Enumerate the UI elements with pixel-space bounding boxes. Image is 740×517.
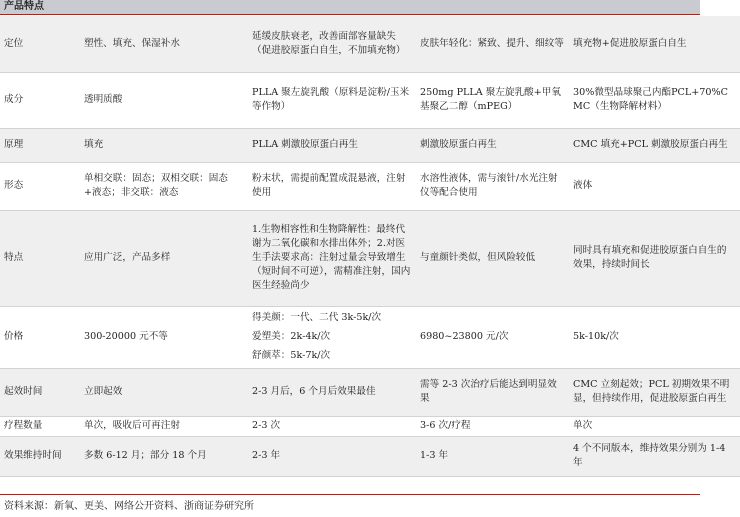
table-cell [248, 306, 416, 368]
table-cell: 同时具有填充和促进胶原蛋白自生的效果，持续时间长 [569, 210, 740, 306]
table-row [0, 210, 740, 306]
table-cell: 4 个不同版本，维持效果分别为 1-4 年 [569, 436, 740, 476]
row-label: 原理 [0, 128, 80, 162]
row-label: 起效时间 [0, 368, 80, 416]
table-row [0, 72, 740, 128]
table-cell: 需等 2-3 次治疗后能达到明显效果 [416, 368, 569, 416]
row-label: 疗程数量 [0, 416, 80, 436]
table-cell: 皮肤年轻化：紧致、提升、细纹等 [416, 16, 569, 72]
table-cell: 2-3 月后，6 个月后效果最佳 [248, 368, 416, 416]
table-cell: 3-6 次/疗程 [416, 416, 569, 436]
table-cell: 立即起效 [80, 368, 248, 416]
table-cell: 5k-10k/次 [569, 306, 740, 368]
bottom-divider [0, 494, 700, 495]
comparison-table [0, 16, 740, 477]
row-label: 定位 [0, 16, 80, 72]
table-cell: 2-3 次 [248, 416, 416, 436]
row-label: 成分 [0, 72, 80, 128]
table-row [0, 306, 740, 368]
table-cell: 多数 6-12 月；部分 18 个月 [80, 436, 248, 476]
table-cell: 30%微型晶球聚己内酯PCL+70%CMC（生物降解材料） [569, 72, 740, 128]
table-cell: 与童颜针类似，但风险较低 [416, 210, 569, 306]
table-cell: 应用广泛，产品多样 [80, 210, 248, 306]
source-note: 资料来源：新氧、更美、网络公开资料、浙商证券研究所 [4, 501, 254, 512]
table-cell: CMC 填充+PCL 刺激胶原蛋白再生 [569, 128, 740, 162]
row-label: 特点 [0, 210, 80, 306]
table-cell: 2-3 年 [248, 436, 416, 476]
table-cell: 1-3 年 [416, 436, 569, 476]
section-title: 产品特点 [4, 1, 44, 12]
table-cell: 单相交联：固态；双相交联：固态+液态；非交联：液态 [80, 162, 248, 210]
table-cell: 300-20000 元不等 [80, 306, 248, 368]
row-label: 价格 [0, 306, 80, 368]
table-row [0, 416, 740, 436]
table-cell: 水溶性液体，需与滚针/水光注射仪等配合使用 [416, 162, 569, 210]
table-row [0, 16, 740, 72]
table-row [0, 162, 740, 210]
row-label: 形态 [0, 162, 80, 210]
table-cell: 粉末状，需提前配置成混悬液，注射使用 [248, 162, 416, 210]
table-cell: 1.生物相容性和生物降解性：最终代谢为二氧化碳和水排出体外；2.对医生手法要求高：注射过量会导致增生（短时间不可逆），需精准注射，国内医生经验尚少 [248, 210, 416, 306]
table-row [0, 436, 740, 476]
table-cell: 单次 [569, 416, 740, 436]
table-cell: 250mg PLLA 聚左旋乳酸+甲氧基聚乙二醇（mPEG） [416, 72, 569, 128]
price-line: 得美颜：一代、二代 3k-5k/次 [252, 312, 382, 323]
price-line: 爱塑美：2k-4k/次 [252, 331, 331, 342]
table-cell: 单次，吸收后可再注射 [80, 416, 248, 436]
table-cell: 透明质酸 [80, 72, 248, 128]
row-label: 效果维持时间 [0, 436, 80, 476]
section-header [0, 0, 700, 15]
table-cell: 液体 [569, 162, 740, 210]
price-line: 舒颜萃：5k-7k/次 [252, 350, 331, 361]
table-cell: 填充 [80, 128, 248, 162]
table-cell: PLLA 刺激胶原蛋白再生 [248, 128, 416, 162]
table-cell: 6980~23800 元/次 [416, 306, 569, 368]
table-row [0, 368, 740, 416]
table-cell: 延缓皮肤衰老，改善面部容量缺失（促进胶原蛋白自生，不加填充物） [248, 16, 416, 72]
table-cell: 塑性、填充、保湿补水 [80, 16, 248, 72]
table-cell: PLLA 聚左旋乳酸（原料是淀粉/玉米等作物） [248, 72, 416, 128]
table-row [0, 128, 740, 162]
table-cell: 刺激胶原蛋白再生 [416, 128, 569, 162]
table-cell: CMC 立刻起效；PCL 初期效果不明显，但持续作用，促进胶原蛋白再生 [569, 368, 740, 416]
table-cell: 填充物+促进胶原蛋白自生 [569, 16, 740, 72]
